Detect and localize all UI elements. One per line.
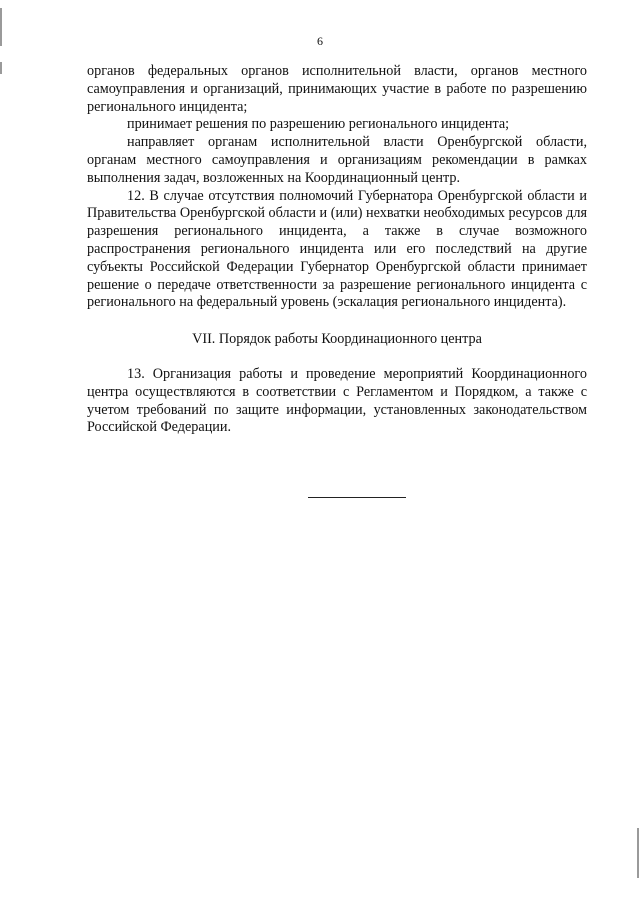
scan-edge-mark-middle [0,62,2,74]
end-separator-line [308,497,406,498]
paragraph-organs-list: органов федеральных органов исполнительной власти, органов местного самоуправления и организаций, принимающих участие в работе по разрешению регионального инцидента; [87,63,587,115]
page-number: 6 [317,34,323,48]
paragraph-item-13: 13. Организация работы и проведение мероприятий Координационного центра осуществляются в соответствии с Регламентом и Порядком, а также с учетом требований по защите информации, установленных законодательством Российской Федерации. [87,365,587,436]
paragraph-item-12: 12. В случае отсутствия полномочий Губернатора Оренбургской области и Правительства Оренбургской области и (или) нехватки необходимых ресурсов для разрешения регионального инцидента, а также в случае возможного распространения регионального инцидента или его последствий на другие субъекты Российской Федерации Губернатор Оренбургской области принимает решение о передаче ответственности за разрешение регионального инцидента с регионального на федеральный уровень (эскалация регионального инцидента). [87,187,587,311]
section-heading: VII. Порядок работы Координационного центра [192,331,482,348]
paragraph-recommendations: направляет органам исполнительной власти Оренбургской области, органам местного самоуправления и организациям рекомендации в рамках выполнения задач, возложенных на Координационный центр. [87,134,587,186]
scan-edge-mark-bottom [637,828,639,878]
paragraph-decisions: принимает решения по разрешению регионального инцидента; [127,116,510,133]
document-body [87,63,587,437]
